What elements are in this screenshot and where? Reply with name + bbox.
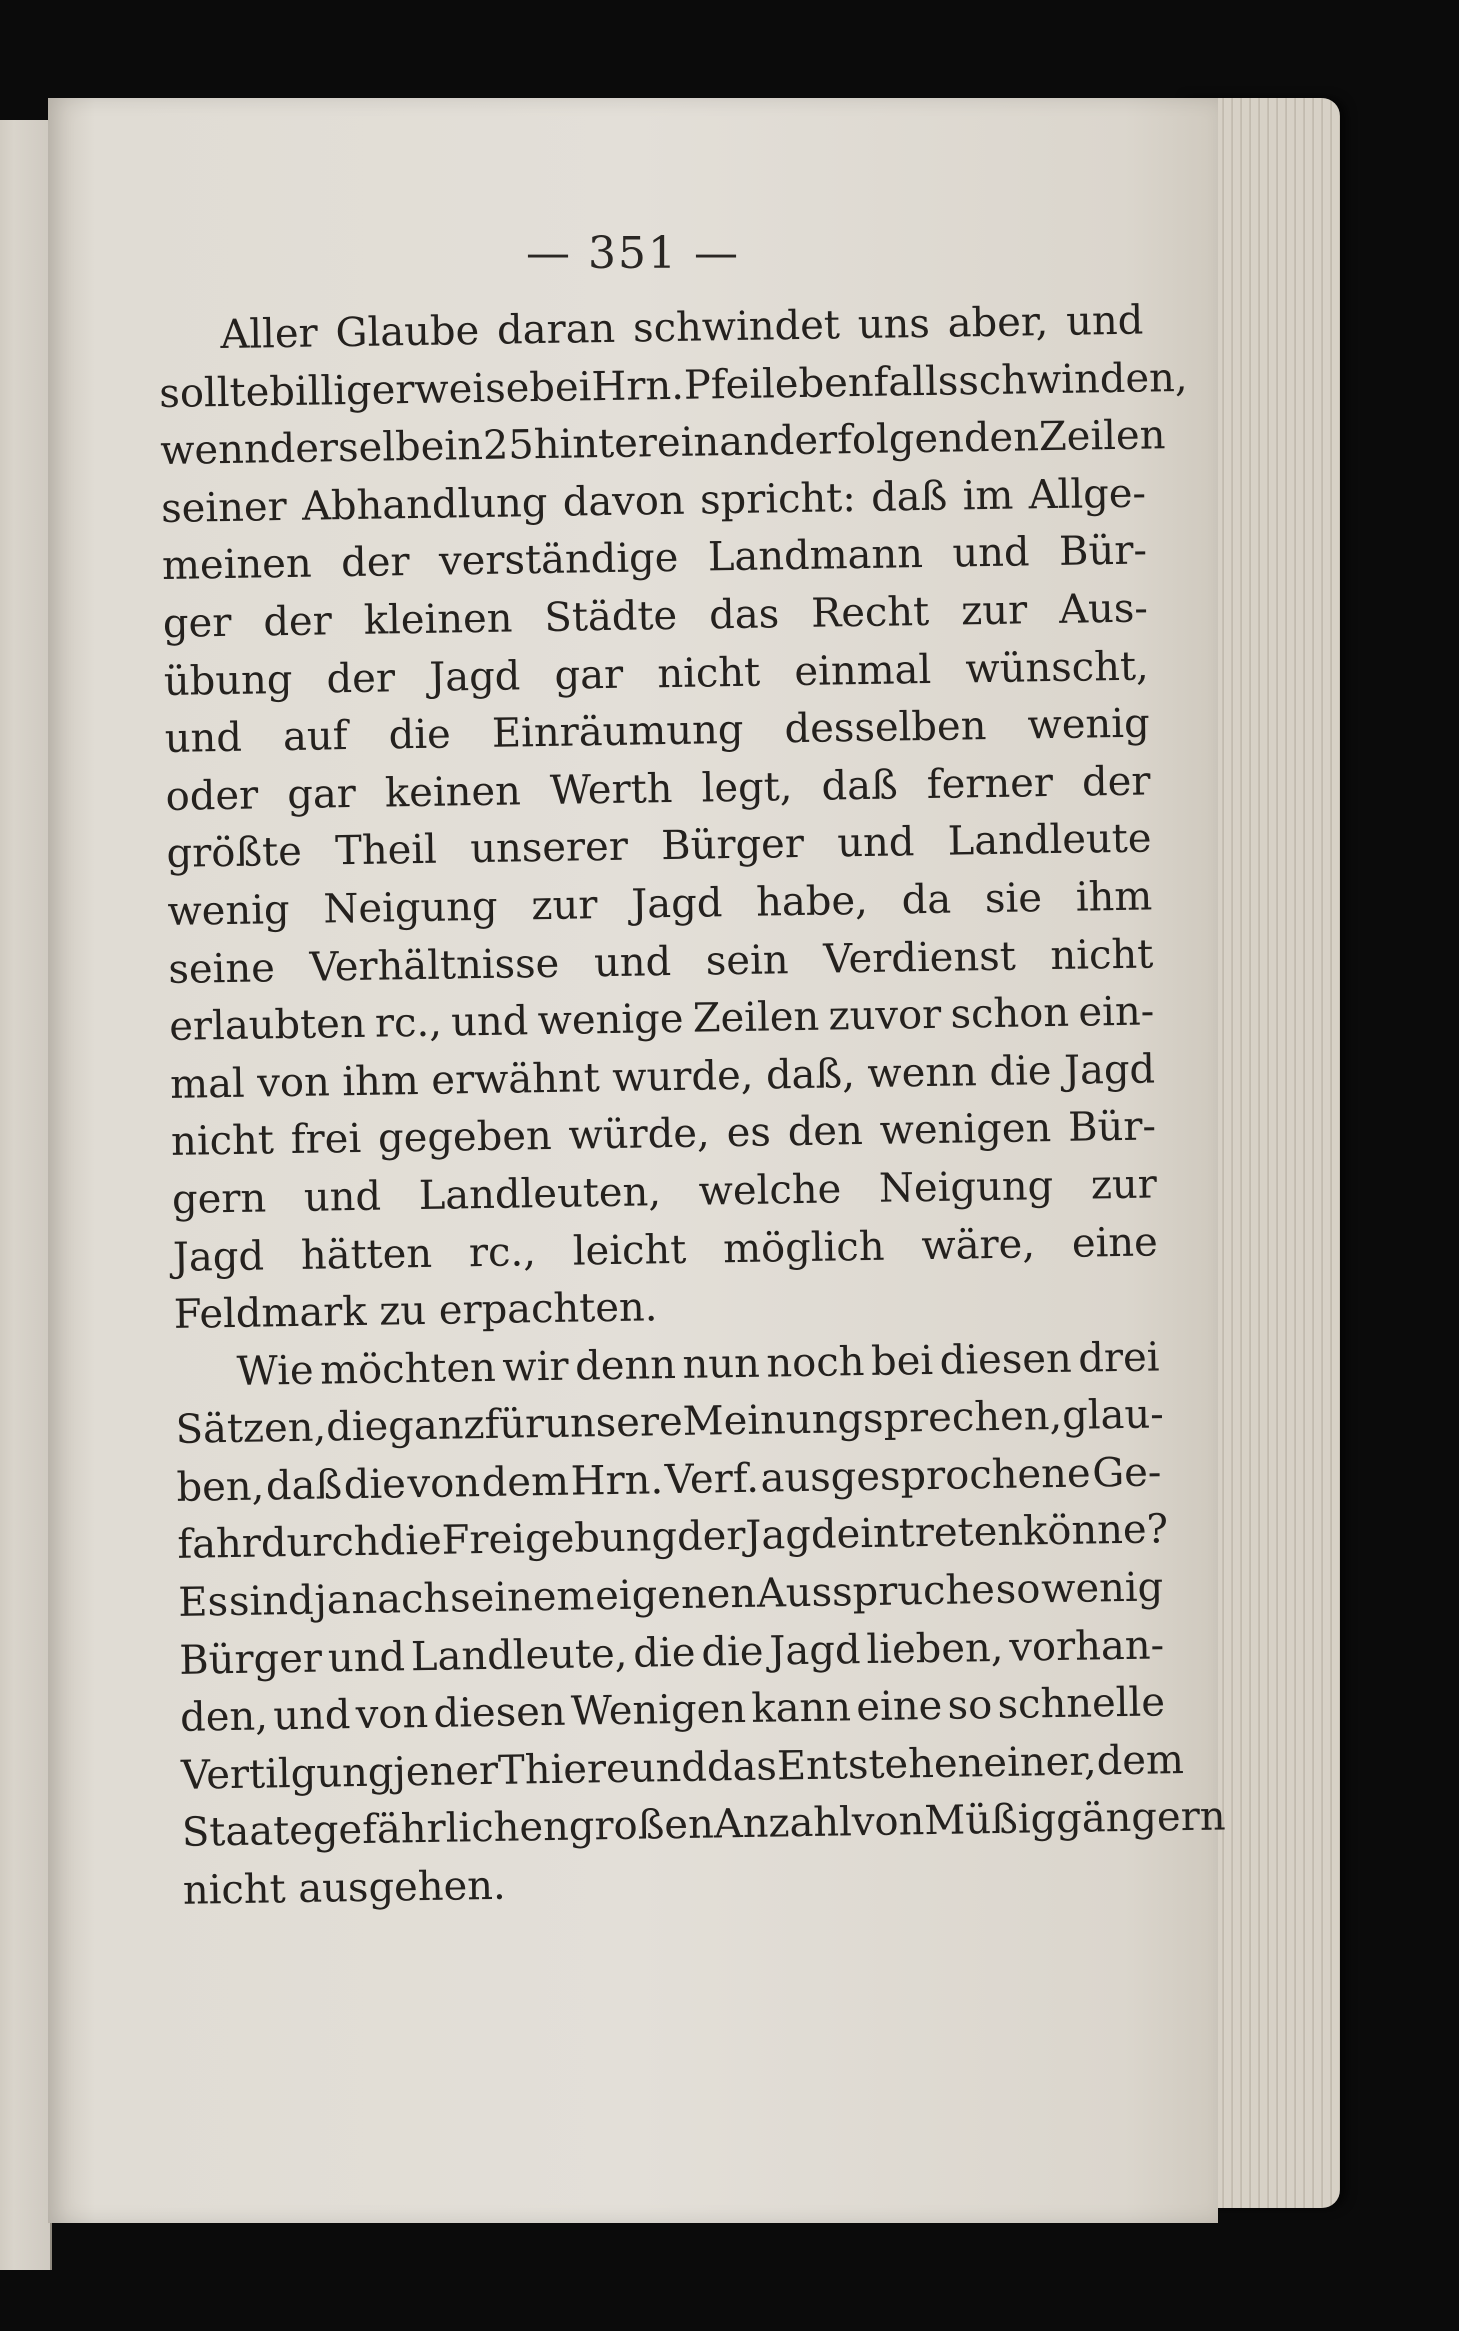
text-line: Vertilgung jener Thiere und das Entstehen einer, dem bbox=[180, 1736, 1185, 1799]
text-line: mal von ihm erwähnt wurde, daß, wenn die Jagd bbox=[169, 1046, 1156, 1108]
text-line: sollte billigerweise bei Hrn. Pfeil ebenfalls schwinden, bbox=[158, 354, 1188, 417]
text-line: seiner Abhandlung davon spricht: daß im Allge- bbox=[160, 470, 1147, 532]
text-line: Aller Glaube daran schwindet uns aber, und bbox=[220, 297, 1144, 359]
text-line: gern und Landleuten, welche Neigung zur bbox=[171, 1161, 1158, 1223]
page-text bbox=[158, 293, 1226, 1921]
text-line: erlaubten rc., und wenige Zeilen zuvor schon ein- bbox=[168, 988, 1155, 1051]
text-line: meinen der verständige Landmann und Bür- bbox=[161, 527, 1148, 590]
page-number: — 351 — bbox=[526, 228, 740, 279]
text-line: oder gar keinen Werth legt, daß ferner der bbox=[165, 758, 1151, 820]
text-line: fahr durch die Freigebung der Jagd eintreten könne? bbox=[177, 1506, 1169, 1569]
text-line: Sätzen, die ganz für unsere Meinung sprechen, glau- bbox=[175, 1391, 1165, 1454]
book-page bbox=[48, 98, 1226, 2223]
text-line: Wie möchten wir denn nun noch bei diesen drei bbox=[236, 1334, 1160, 1395]
text-line: nicht ausgehen. bbox=[182, 1862, 507, 1914]
text-line: ben, daß die von dem Hrn. Verf. ausgesprochene Ge- bbox=[176, 1449, 1162, 1511]
text-line: wenn derselbe in 25 hinter einander folgenden Zeilen bbox=[159, 412, 1166, 475]
text-line: Feldmark zu erpachten. bbox=[173, 1284, 658, 1338]
text-line: Es sind ja nach seinem eigenen Ausspruche so wenig bbox=[177, 1564, 1164, 1626]
text-line: ger der kleinen Städte das Recht zur Aus- bbox=[162, 585, 1149, 647]
text-line: größte Theil unserer Bürger und Landleute bbox=[166, 815, 1152, 878]
text-line: seine Verhältnisse und sein Verdienst nicht bbox=[168, 930, 1154, 993]
text-line: Jagd hätten rc., leicht möglich wäre, eine bbox=[172, 1218, 1159, 1281]
text-line: Staate gefährlichen großen Anzahl von Müßiggängern bbox=[181, 1793, 1226, 1857]
text-line: und auf die Einräumung desselben wenig bbox=[164, 700, 1150, 763]
text-line: den, und von diesen Wenigen kann eine so schnelle bbox=[179, 1679, 1166, 1742]
left-page-edge bbox=[0, 120, 52, 2270]
text-line: Bürger und Landleute, die die Jagd lieben, vorhan- bbox=[178, 1622, 1165, 1684]
text-line: nicht frei gegeben würde, es den wenigen Bür- bbox=[170, 1103, 1157, 1166]
text-line: wenig Neigung zur Jagd habe, da sie ihm bbox=[167, 873, 1153, 935]
text-line: übung der Jagd gar nicht einmal wünscht, bbox=[163, 643, 1150, 705]
